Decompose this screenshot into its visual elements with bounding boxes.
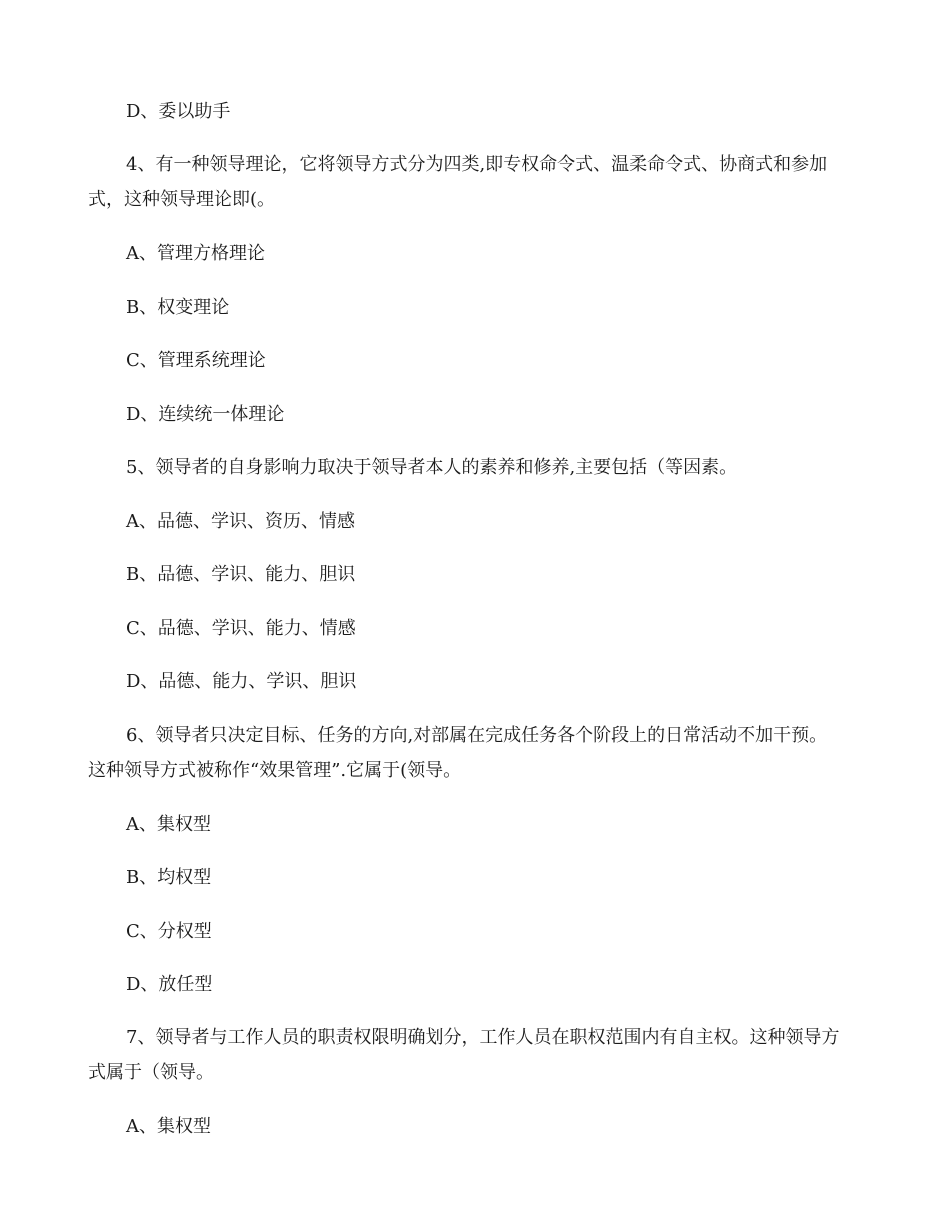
q6-stem-line2: 这种领导方式被称作“效果管理”.它属于(领导。: [88, 760, 462, 781]
q7-option-a: A、集权型: [126, 1116, 211, 1137]
q5-option-c: C、品德、学识、能力、情感: [126, 618, 356, 639]
q6-option-b: B、均权型: [126, 867, 212, 888]
q7-stem-line1: 7、领导者与工作人员的职责权限明确划分，工作人员在职权范围内有自主权。这种领导方: [126, 1027, 840, 1048]
q6-option-d: D、放任型: [126, 974, 213, 995]
q5-option-b: B、品德、学识、能力、胆识: [126, 564, 356, 585]
q6-option-a: A、集权型: [126, 814, 211, 835]
q6-option-c: C、分权型: [126, 921, 212, 942]
q6-stem-line1: 6、领导者只决定目标、任务的方向,对部属在完成任务各个阶段上的日常活动不加干预。: [126, 725, 828, 746]
q4-stem-line1: 4、有一种领导理论，它将领导方式分为四类,即专权命令式、温柔命令式、协商式和参加: [126, 154, 828, 175]
q4-option-d: D、连续统一体理论: [126, 404, 285, 425]
q4-option-a: A、管理方格理论: [126, 243, 265, 264]
q7-stem-line2: 式属于（领导。: [88, 1062, 214, 1083]
q4-option-c: C、管理系统理论: [126, 350, 266, 371]
q5-stem-line1: 5、领导者的自身影响力取决于领导者本人的素养和修养,主要包括（等因素。: [126, 457, 738, 478]
q5-option-a: A、品德、学识、资历、情感: [126, 511, 355, 532]
q5-option-d: D、品德、能力、学识、胆识: [126, 671, 357, 692]
q3-option-d: D、委以助手: [126, 101, 231, 122]
q4-stem-line2: 式，这种领导理论即(。: [88, 189, 276, 210]
q4-option-b: B、权变理论: [126, 297, 230, 318]
